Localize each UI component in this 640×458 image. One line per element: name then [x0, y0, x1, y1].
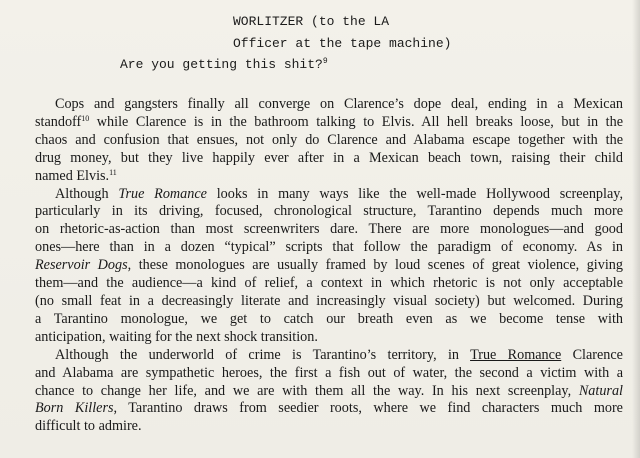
- paragraph-1: [35, 96, 623, 186]
- text-fragment: looks in many ways like the well-made Hollywood screenplay,: [206, 185, 623, 202]
- text-line: [35, 114, 623, 132]
- text-line: [35, 186, 623, 204]
- text-fragment: while Clarence is in the bathroom talking to Elvis. All hell breaks loose, but in the: [89, 113, 623, 130]
- script-character-line: WORLITZER (to the LA: [233, 14, 390, 29]
- text-line: [35, 347, 623, 365]
- text-fragment: , these monologues are usually framed by loud scenes of great violence, giving: [127, 257, 623, 274]
- text-fragment: Although: [55, 185, 119, 202]
- text-fragment: named Elvis.: [35, 167, 110, 184]
- footnote-marker: 9: [322, 57, 328, 66]
- text-line: (no small feat in a decreasingly literate and increasingly visual society) but welcomed. During: [35, 292, 623, 309]
- text-line: [35, 257, 623, 275]
- title-italic: Born Killers: [35, 400, 114, 417]
- text-fragment: chance to change her life, and we are with them all the way. In his next screenplay,: [35, 382, 579, 399]
- text-fragment: Clarence: [561, 346, 623, 363]
- title-italic: True Romance: [118, 185, 207, 202]
- text-line: chaos and confusion that ensues, not only do Clarence and Alabama escape together with the: [35, 131, 623, 148]
- title-underlined: True Romance: [470, 346, 562, 363]
- script-dialogue: [120, 57, 328, 73]
- script-dialogue-text: Are you getting this shit?: [120, 57, 323, 72]
- text-fragment: Although the underworld of crime is Tarantino’s territory, in: [55, 346, 471, 363]
- page-edge-shadow: [632, 0, 640, 458]
- paragraph-2: [35, 186, 623, 347]
- footnote-marker: 11: [109, 167, 117, 177]
- title-italic: Natural: [578, 382, 623, 399]
- text-line: Cops and gangsters finally all converge on Clarence’s dope deal, ending in a Mexican: [55, 96, 623, 112]
- text-line: particularly in its driving, focused, chronological structure, Tarantino depends much more: [35, 203, 623, 220]
- footnote-marker: 10: [81, 113, 90, 123]
- text-line: drug money, but they live happily ever after in a Mexican beach town, raising their child: [35, 149, 623, 166]
- text-line: a Tarantino monologue, we get to catch our breath even as we become tense with: [35, 310, 623, 327]
- script-parenthetical: Officer at the tape machine): [233, 36, 452, 51]
- text-line: [35, 168, 623, 186]
- text-line: them—and the audience—a kind of relief, a context in which rhetoric is not only acceptable: [35, 275, 623, 292]
- text-line: anticipation, waiting for the next shock transition.: [35, 328, 318, 345]
- text-line: and Alabama are sympathetic heroes, the first a fish out of water, the second a victim with a: [35, 364, 623, 381]
- text-line: [35, 400, 623, 418]
- text-line: on rhetoric-as-action than most screenwriters dare. There are more monologues—and good: [35, 221, 623, 238]
- title-italic: Reservoir Dogs: [35, 257, 128, 274]
- text-fragment: , Tarantino draws from seedier roots, where we find characters much more: [113, 400, 623, 417]
- text-line: difficult to admire.: [35, 418, 142, 435]
- body-text: [35, 96, 623, 436]
- text-line: ones—here than in a dozen “typical” scripts that follow the paradigm of economy. As in: [35, 239, 623, 256]
- paragraph-3: [35, 347, 623, 437]
- text-line: [35, 383, 623, 401]
- text-fragment: standoff: [35, 113, 82, 130]
